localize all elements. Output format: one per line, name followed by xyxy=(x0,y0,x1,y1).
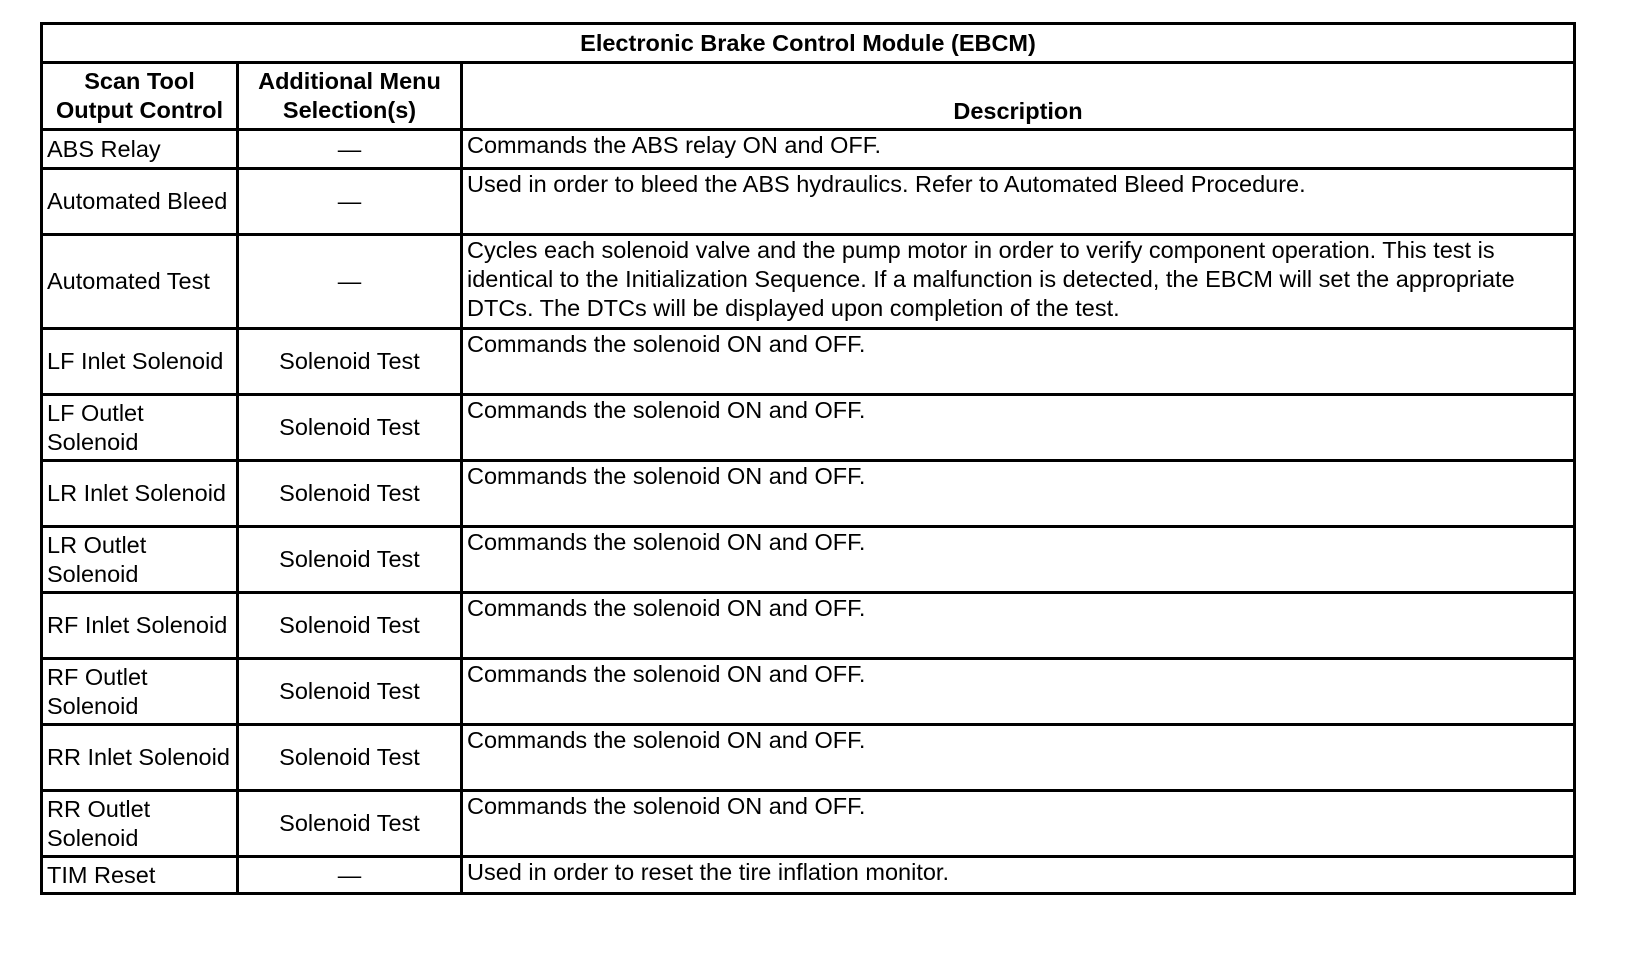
table-row xyxy=(42,395,1575,461)
table-row xyxy=(42,725,1575,791)
output-control-cell: RF Inlet Solenoid xyxy=(42,593,238,659)
header-description: Description xyxy=(462,63,1575,130)
menu-selection-cell: Solenoid Test xyxy=(238,395,462,461)
output-control-cell: LF Outlet Solenoid xyxy=(42,395,238,461)
description-cell: Commands the solenoid ON and OFF. xyxy=(462,395,1575,461)
output-control-cell: Automated Bleed xyxy=(42,169,238,235)
header-control-line2: Output Control xyxy=(55,97,224,123)
output-control-cell: RF Outlet Solenoid xyxy=(42,659,238,725)
output-control-cell: LR Inlet Solenoid xyxy=(42,461,238,527)
description-cell: Commands the solenoid ON and OFF. xyxy=(462,659,1575,725)
description-cell: Commands the solenoid ON and OFF. xyxy=(462,593,1575,659)
header-menu-line1: Additional Menu xyxy=(258,68,441,94)
table-title: Electronic Brake Control Module (EBCM) xyxy=(42,24,1575,63)
table-row xyxy=(42,130,1575,169)
output-control-cell: LF Inlet Solenoid xyxy=(42,329,238,395)
output-control-cell: RR Inlet Solenoid xyxy=(42,725,238,791)
menu-selection-cell: Solenoid Test xyxy=(238,593,462,659)
menu-selection-cell: Solenoid Test xyxy=(238,791,462,857)
description-cell: Commands the solenoid ON and OFF. xyxy=(462,527,1575,593)
header-scan-tool-output-control xyxy=(42,63,238,130)
description-cell: Used in order to bleed the ABS hydraulics. Refer to Automated Bleed Procedure. xyxy=(462,169,1575,235)
description-cell: Used in order to reset the tire inflation monitor. xyxy=(462,857,1575,894)
table-row xyxy=(42,659,1575,725)
table-title-row xyxy=(42,24,1575,63)
output-control-cell: TIM Reset xyxy=(42,857,238,894)
menu-selection-cell: — xyxy=(238,235,462,329)
menu-selection-cell: Solenoid Test xyxy=(238,329,462,395)
table-row xyxy=(42,235,1575,329)
table-row xyxy=(42,527,1575,593)
header-control-line1: Scan Tool xyxy=(84,68,195,94)
table-header-row xyxy=(42,63,1575,130)
table-row xyxy=(42,461,1575,527)
menu-selection-cell: — xyxy=(238,857,462,894)
header-menu-line2: Selection(s) xyxy=(282,97,417,123)
menu-selection-cell: Solenoid Test xyxy=(238,461,462,527)
table-row xyxy=(42,329,1575,395)
description-cell: Commands the solenoid ON and OFF. xyxy=(462,791,1575,857)
output-control-cell: RR Outlet Solenoid xyxy=(42,791,238,857)
menu-selection-cell: — xyxy=(238,169,462,235)
description-cell: Commands the solenoid ON and OFF. xyxy=(462,329,1575,395)
ebcm-output-control-table xyxy=(40,22,1576,895)
description-cell: Commands the solenoid ON and OFF. xyxy=(462,725,1575,791)
table-row xyxy=(42,857,1575,894)
output-control-cell: LR Outlet Solenoid xyxy=(42,527,238,593)
menu-selection-cell: Solenoid Test xyxy=(238,725,462,791)
menu-selection-cell: Solenoid Test xyxy=(238,527,462,593)
description-cell: Cycles each solenoid valve and the pump motor in order to verify component operation. This test is identical to the Initialization Sequence. If a malfunction is detected, the EBCM will set the appropriate DTCs. The DTCs will be displayed upon completion of the test. xyxy=(462,235,1575,329)
header-additional-menu-selection xyxy=(238,63,462,130)
table-row xyxy=(42,791,1575,857)
description-cell: Commands the solenoid ON and OFF. xyxy=(462,461,1575,527)
output-control-cell: ABS Relay xyxy=(42,130,238,169)
table-row xyxy=(42,593,1575,659)
table-row xyxy=(42,169,1575,235)
menu-selection-cell: Solenoid Test xyxy=(238,659,462,725)
output-control-cell: Automated Test xyxy=(42,235,238,329)
menu-selection-cell: — xyxy=(238,130,462,169)
description-cell: Commands the ABS relay ON and OFF. xyxy=(462,130,1575,169)
